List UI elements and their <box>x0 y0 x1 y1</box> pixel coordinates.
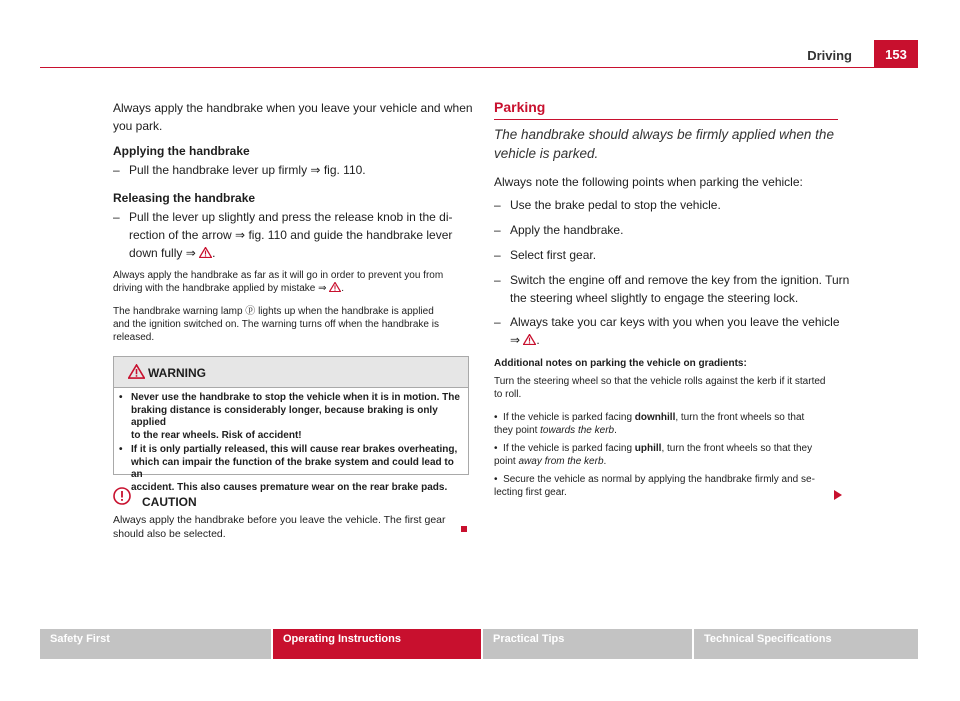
caution-title: CAUTION <box>142 495 197 509</box>
parking-heading: Parking <box>494 99 546 115</box>
parking-step-text: Always take you car keys with you when you leave the vehicle <box>510 315 840 329</box>
warning-line: accident. This also causes premature wear on the rear brake pads. <box>131 481 448 493</box>
gradients-line: Turn the steering wheel so that the vehicle rolls against the kerb if it started <box>494 376 826 387</box>
footer-tab-safety-first[interactable] <box>40 629 271 659</box>
footer-tab-label: Operating Instructions <box>283 633 401 645</box>
lead-line: vehicle is parked. <box>494 146 599 161</box>
note-line: Always apply the handbrake as far as it will go in order to prevent you from <box>113 270 444 281</box>
note-line: driving with the handbrake applied by mistake ⇒ <box>113 283 327 294</box>
releasing-step-line: down fully ⇒ <box>129 246 196 260</box>
releasing-step-line: rection of the arrow ⇒ fig. 110 and guide the handbrake lever <box>129 228 453 242</box>
note-line: released. <box>113 332 155 343</box>
applying-step: – Pull the handbrake lever up firmly ⇒ fig. 110. <box>113 163 366 177</box>
releasing-step-line: Pull the lever up slightly and press the release knob in the di- <box>129 210 453 224</box>
section-title: Driving <box>807 48 852 63</box>
gradient-bullet-secure: • Secure the vehicle as normal by applying the handbrake firmly and se- lecting first gear. <box>494 473 856 499</box>
caution-line: Always apply the handbrake before you leave the vehicle. The first gear <box>113 514 446 526</box>
warning-line: to the rear wheels. Risk of accident! <box>131 429 302 441</box>
caution-text <box>113 513 473 541</box>
parking-step-text: Switch the engine off and remove the key from the ignition. Turn <box>510 273 850 287</box>
footer-tab-practical-tips[interactable] <box>483 629 692 659</box>
parking-heading-rule <box>494 119 838 120</box>
parking-intro: Always note the following points when parking the vehicle: <box>494 175 803 189</box>
note-line: The handbrake warning lamp ⓟ lights up when the handbrake is applied <box>113 306 434 317</box>
note-handbrake-full: Always apply the handbrake as far as it will go in order to prevent you from driving with the handbrake applied by mistake ⇒ . <box>113 269 473 295</box>
continue-arrow-icon <box>834 490 842 500</box>
parking-step-text: Select first gear. <box>510 248 597 262</box>
parking-lead <box>494 125 854 163</box>
warning-triangle-icon <box>523 334 536 345</box>
intro-text: Always apply the handbrake when you leave your vehicle and when you park. <box>113 101 473 133</box>
warning-line: If it is only partially released, this will cause rear brakes overheating, <box>131 444 458 455</box>
parking-step-text: ⇒ <box>510 333 521 347</box>
end-marker-icon <box>461 526 467 532</box>
bullet-line: Secure the vehicle as normal by applying the handbrake firmly and se- <box>503 474 815 485</box>
parking-step-text: Use the brake pedal to stop the vehicle. <box>510 198 721 212</box>
footer-tab-label: Practical Tips <box>493 633 565 645</box>
warning-box <box>113 356 469 493</box>
warning-triangle-icon <box>128 364 145 379</box>
footer-tab-operating-instructions[interactable] <box>273 629 481 659</box>
gradients-text <box>494 375 856 401</box>
warning-title: WARNING <box>148 366 206 380</box>
bullet-line: lecting first gear. <box>494 487 567 498</box>
warning-triangle-icon <box>199 247 212 258</box>
page-number: 153 <box>885 47 907 62</box>
footer-tab-technical-specifications[interactable] <box>694 629 918 659</box>
caution-icon <box>113 487 131 505</box>
parking-step: – Switch the engine off and remove the key from the ignition. Turn the steering wheel slightly to engage the steering lock. <box>494 271 856 307</box>
releasing-step: – Pull the lever up slightly and press the release knob in the di- rection of the arrow ⇒ fig. 110 and guide the handbrake lever down fully ⇒ . <box>113 208 473 262</box>
warning-line: Never use the handbrake to stop the vehicle when it is in motion. The <box>131 392 460 403</box>
parking-step: – Select first gear. <box>494 246 854 264</box>
parking-step: – Use the brake pedal to stop the vehicle. <box>494 196 854 214</box>
header-rule <box>40 67 918 68</box>
warning-divider <box>114 387 468 388</box>
warning-bullets: • Never use the handbrake to stop the vehicle when it is in motion. The braking distance is considerably longer, because braking is only applied to the rear wheels. Risk of accident! • If it is only partially released, this will cause rear brakes overheating, which can impair the function of the brake system and could lead to an accident. This also causes premature wear on the rear brake pads. <box>119 392 465 494</box>
gradients-heading: Additional notes on parking the vehicle on gradients: <box>494 358 747 369</box>
footer-tab-label: Technical Specifications <box>704 633 832 645</box>
warning-triangle-icon <box>329 282 341 292</box>
warning-line: braking distance is considerably longer, because braking is only applied <box>131 404 438 428</box>
lead-line: The handbrake should always be firmly applied when the <box>494 127 834 142</box>
gradients-line: to roll. <box>494 389 522 400</box>
parking-step-text: the steering wheel slightly to engage the steering lock. <box>510 291 799 305</box>
parking-step: – Always take you car keys with you when you leave the vehicle ⇒ . <box>494 313 854 349</box>
footer-tab-label: Safety First <box>50 633 110 645</box>
gradient-bullet-uphill: • If the vehicle is parked facing uphill, turn the front wheels so that they point away from the kerb. <box>494 443 813 467</box>
note-line: and the ignition switched on. The warning turns off when the handbrake is <box>113 319 439 330</box>
caution-line: should also be selected. <box>113 528 226 540</box>
applying-heading: Applying the handbrake <box>113 144 250 158</box>
parking-step: – Apply the handbrake. <box>494 221 854 239</box>
releasing-heading: Releasing the handbrake <box>113 191 256 205</box>
parking-step-text: Apply the handbrake. <box>510 223 624 237</box>
warning-line: which can impair the function of the brake system and could lead to an <box>131 456 454 480</box>
note-warning-lamp <box>113 305 473 344</box>
gradient-bullet-downhill: • If the vehicle is parked facing downhill, turn the front wheels so that they point towards the kerb. <box>494 412 805 436</box>
applying-step-text: Pull the handbrake lever up firmly ⇒ fig. 110. <box>129 163 366 177</box>
